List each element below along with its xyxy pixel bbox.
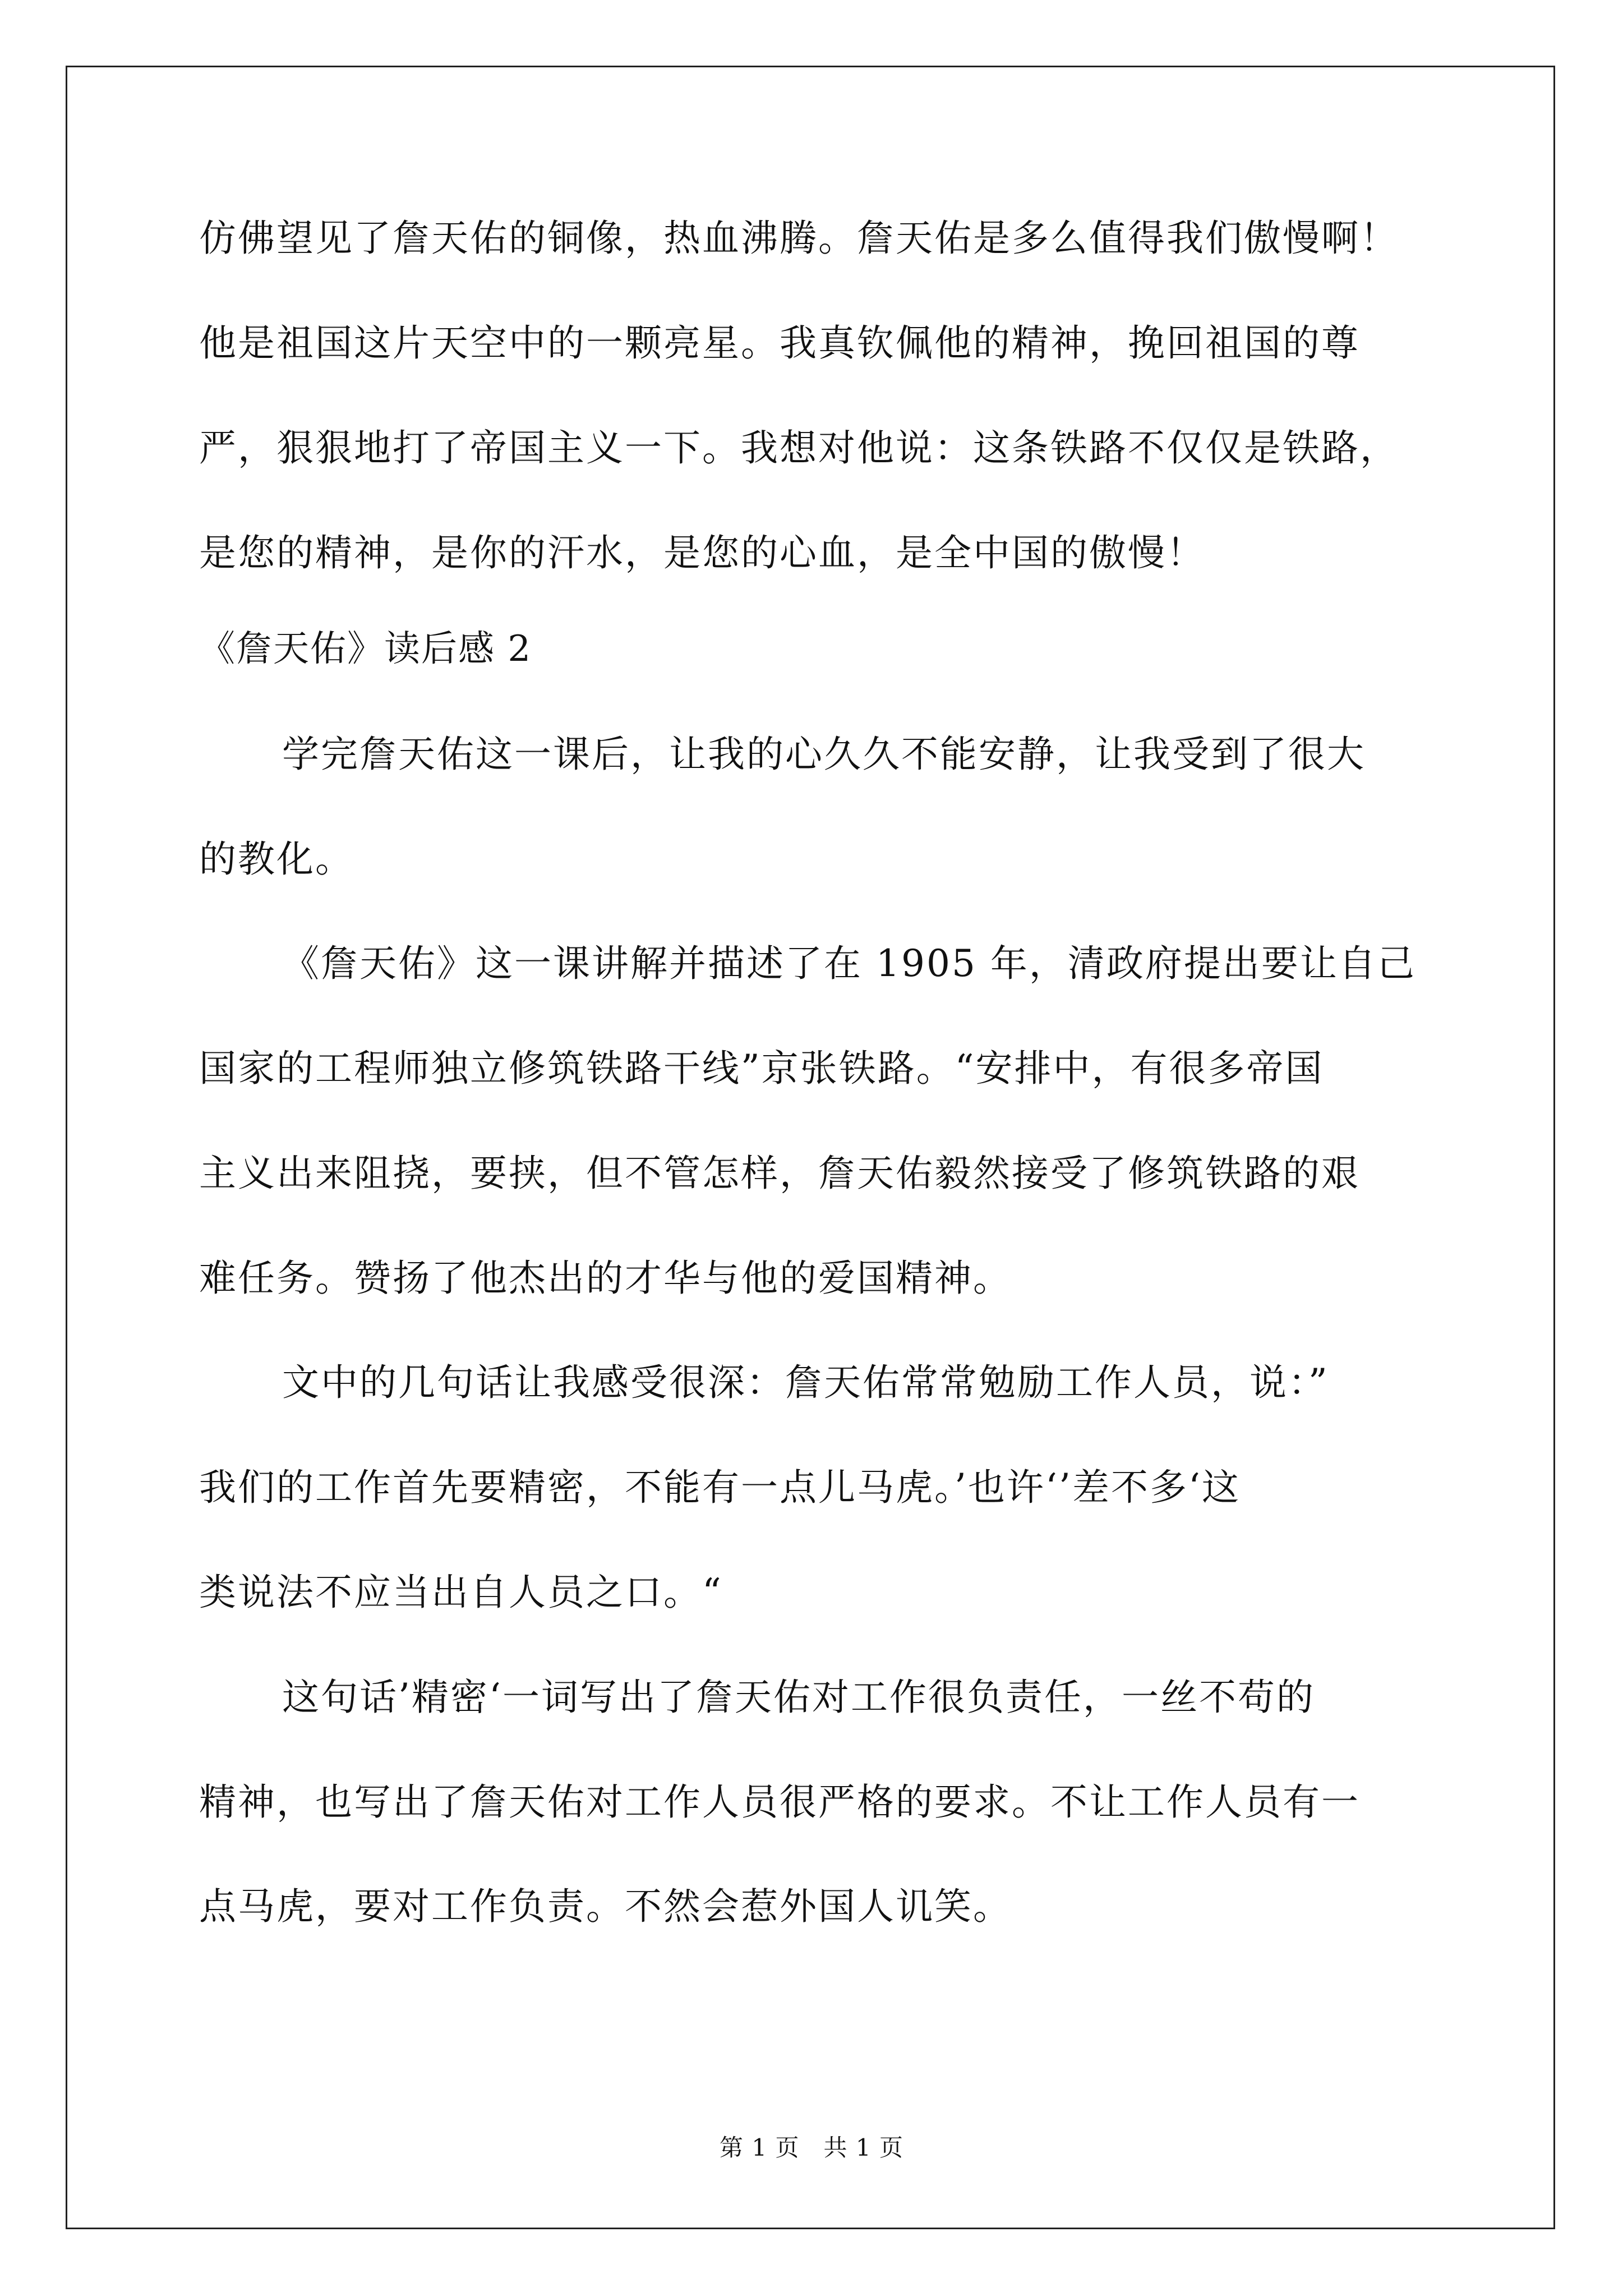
body-line: 学完詹天佑这一课后，让我的心久久不能安静，让我受到了很大	[282, 733, 1366, 776]
body-line: 仿佛望见了詹天佑的铜像，热血沸腾。詹天佑是多么值得我们傲慢啊！	[199, 217, 1399, 260]
body-line: 类说法不应当出自人员之口。“	[199, 1571, 723, 1614]
body-line: 这句话’精密‘一词写出了詹天佑对工作很负责任，一丝不苟的	[282, 1676, 1315, 1719]
body-line: 文中的几句话让我感受很深：詹天佑常常勉励工作人员，说：”	[282, 1361, 1329, 1404]
body-line: 的教化。	[199, 838, 354, 881]
body-line: 他是祖国这片天空中的一颗亮星。我真钦佩他的精神，挽回祖国的尊	[199, 321, 1360, 365]
body-line: 点马虎，要对工作负责。不然会惹外国人讥笑。	[199, 1885, 1012, 1928]
body-line: 国家的工程师独立修筑铁路干线”京张铁路。“安排中，有很多帝国	[199, 1047, 1324, 1090]
body-line: 我们的工作首先要精密，不能有一点儿马虎。’也许‘’差不多‘这	[199, 1466, 1241, 1509]
body-line: 精神，也写出了詹天佑对工作人员很严格的要求。不让工作人员有一	[199, 1780, 1360, 1824]
body-line: 严，狠狠地打了帝国主义一下。我想对他说：这条铁路不仅仅是铁路，	[199, 426, 1399, 470]
body-line: 《詹天佑》这一课讲解并描述了在 1905 年，清政府提出要让自己	[282, 942, 1416, 985]
body-line: 主义出来阻挠，要挟，但不管怎样，詹天佑毅然接受了修筑铁路的艰	[199, 1152, 1360, 1195]
body-line: 难任务。赞扬了他杰出的才华与他的爱国精神。	[199, 1257, 1012, 1300]
page-number: 第 1 页 共 1 页	[720, 2134, 903, 2161]
section-heading: 《詹天佑》读后感 2	[199, 628, 532, 670]
body-line: 是您的精神，是你的汗水，是您的心血，是全中国的傲慢！	[199, 531, 1205, 574]
